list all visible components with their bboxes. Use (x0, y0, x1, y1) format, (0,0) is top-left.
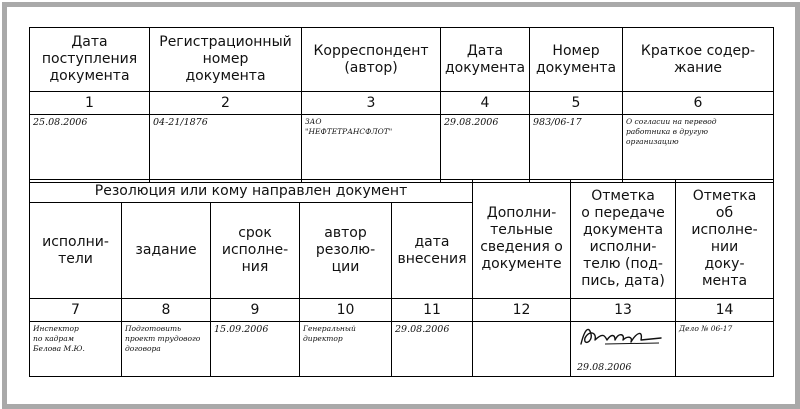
column-number: 2 (150, 92, 302, 115)
header-document-date: Дата документа (441, 28, 530, 92)
value-entry-date: 29.08.2006 (392, 322, 473, 377)
header-document-number: Номер документа (530, 28, 623, 92)
value-summary: О согласии на перевод работника в другую организацию (623, 115, 774, 183)
column-number: 3 (302, 92, 441, 115)
resolution-table-bottom (29, 179, 774, 377)
header-transfer-mark: Отметка о передаче документа исполни- телю (под- пись, дата) (571, 180, 676, 299)
resolution-group-header: Резолюция или кому направлен документ (30, 180, 473, 203)
column-number: 7 (30, 299, 122, 322)
transfer-date: 29.08.2006 (577, 362, 632, 373)
header-entry-date: дата внесения (392, 203, 473, 299)
value-task: Подготовить проект трудового договора (122, 322, 211, 377)
header-additional-info: Дополни- тельные сведения о документе (473, 180, 571, 299)
header-resolution-author: автор резолю- ции (300, 203, 392, 299)
column-number: 14 (676, 299, 774, 322)
value-resolution-author: Генеральный директор (300, 322, 392, 377)
column-number: 6 (623, 92, 774, 115)
column-number: 5 (530, 92, 623, 115)
value-executors: Инспектор по кадрам Белова М.Ю. (30, 322, 122, 377)
handwritten-signature (575, 324, 665, 350)
header-deadline: срок исполне- ния (211, 203, 300, 299)
header-execution-mark: Отметка об исполне- нии доку- мента (676, 180, 774, 299)
header-correspondent: Корреспондент (автор) (302, 28, 441, 92)
value-registration-number: 04-21/1876 (150, 115, 302, 183)
header-task: задание (122, 203, 211, 299)
header-registration-number: Регистрационный номер документа (150, 28, 302, 92)
value-deadline: 15.09.2006 (211, 322, 300, 377)
value-document-number: 983/06-17 (530, 115, 623, 183)
value-additional-info (473, 322, 571, 377)
header-receipt-date: Дата поступления документа (30, 28, 150, 92)
column-number: 8 (122, 299, 211, 322)
column-number: 12 (473, 299, 571, 322)
value-document-date: 29.08.2006 (441, 115, 530, 183)
registration-table-top (29, 27, 774, 183)
column-number: 10 (300, 299, 392, 322)
column-number: 1 (30, 92, 150, 115)
value-transfer-mark (571, 322, 676, 377)
column-number: 9 (211, 299, 300, 322)
value-receipt-date: 25.08.2006 (30, 115, 150, 183)
column-number: 4 (441, 92, 530, 115)
value-execution-mark: Дело № 06-17 (676, 322, 774, 377)
column-number: 13 (571, 299, 676, 322)
header-executors: исполни- тели (30, 203, 122, 299)
header-summary: Краткое содер- жание (623, 28, 774, 92)
value-correspondent: ЗАО "НЕФТЕТРАНСФЛОТ" (302, 115, 441, 183)
column-number: 11 (392, 299, 473, 322)
